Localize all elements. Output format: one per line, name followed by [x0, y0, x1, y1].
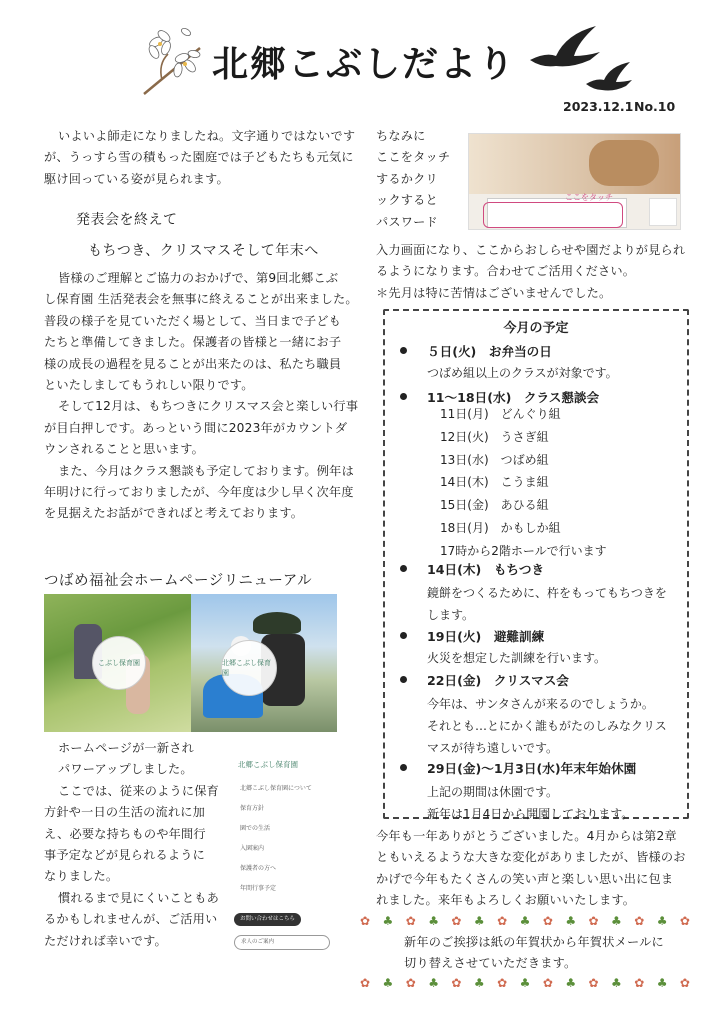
text-line: 入力画面になり、ここからおしらせや園だよりが見られ — [376, 243, 686, 257]
plum-blossom-icon: ✿ — [497, 914, 508, 928]
decorative-border-bottom — [360, 976, 690, 990]
website-title: 北郷こぶし保育園 — [238, 760, 298, 769]
nursery-logo-badge — [92, 636, 146, 690]
recital-paragraph — [44, 268, 364, 525]
pine-icon: ♣ — [428, 976, 439, 990]
schedule-event — [400, 341, 680, 381]
pine-icon: ♣ — [656, 976, 668, 990]
event-desc: それとも…とにかく誰もがたのしみなクリス — [427, 719, 667, 733]
text-line: たちと準備してきました。保護者の皆様と一緒にお子 — [44, 335, 342, 350]
pine-icon: ♣ — [382, 976, 394, 990]
class-item: 18日(月) かもしか組 — [440, 520, 561, 535]
menu-item[interactable]: 園での生活 — [240, 825, 271, 832]
text-line: 慣れるまで見にくいこともあ — [58, 890, 220, 905]
text-line: 新年のご挨拶は紙の年賀状から年賀状メールに — [404, 935, 664, 949]
plum-blossom-icon: ✿ — [497, 976, 508, 990]
pine-icon: ♣ — [565, 914, 577, 928]
pine-icon: ♣ — [611, 914, 622, 928]
text-line: るかもしれませんが、ご活用い — [44, 912, 218, 927]
event-title: 11～18日(水) クラス懇談会 — [427, 390, 600, 405]
menu-item[interactable]: 北郷こぶし保育園について — [240, 785, 312, 792]
bullet-icon — [400, 565, 407, 572]
text-line: を見据えたお話ができればと考えております。 — [44, 506, 304, 521]
schedule-event — [400, 626, 680, 666]
issue-date: 2023.12.1 — [563, 99, 634, 114]
badge-label: こぶし保育園 — [98, 659, 140, 667]
event-desc: つばめ組以上のクラスが対象です。 — [427, 366, 618, 380]
plum-blossom-icon: ✿ — [451, 914, 462, 928]
tap-here-label: ここをタッチ — [565, 193, 613, 202]
class-item: 15日(金) あひる組 — [440, 498, 549, 513]
bullet-icon — [400, 393, 407, 400]
text-line: パスワード — [376, 214, 438, 229]
text-line: ＊先月は特に苦情はございませんでした。 — [376, 285, 612, 300]
pine-icon: ♣ — [382, 914, 394, 928]
plum-blossom-icon: ✿ — [542, 914, 553, 928]
bullet-icon — [400, 347, 407, 354]
decorative-border-top — [360, 914, 690, 928]
text-line: 様の成長の過程を見ることが出来たのは、私たち職員 — [44, 356, 342, 371]
plum-blossom-icon: ✿ — [588, 914, 599, 928]
pine-icon: ♣ — [428, 914, 439, 928]
intro-line: いよいよ師走になりましたね。文字通りではないです — [58, 129, 356, 143]
pine-icon: ♣ — [519, 914, 531, 928]
text-line: るようになります。合わせてご活用ください。 — [376, 264, 636, 279]
text-line: ックすると — [376, 193, 438, 208]
homepage-paragraph — [44, 738, 226, 952]
intro-line: 駆け回っている姿が見られます。 — [44, 171, 229, 186]
text-line: ちなみに — [376, 129, 426, 143]
event-desc: 火災を想定した訓練を行います。 — [427, 651, 607, 665]
text-line: かげで今年もたくさんの笑い声と楽しい思い出に包ま — [376, 871, 674, 886]
event-desc: します。 — [427, 608, 475, 622]
plum-blossom-icon: ✿ — [679, 976, 690, 990]
text-line: し保育園 生活発表会を無事に終えることが出来ました。 — [44, 292, 358, 307]
plum-blossom-icon: ✿ — [360, 976, 371, 990]
section-heading-recital: 発表会を終えて — [76, 212, 178, 228]
text-line: 今年も一年ありがとうございました。4月からは第2章 — [376, 829, 677, 843]
contact-button[interactable]: お問い合わせはこちら — [234, 913, 301, 926]
event-title: ５日(火) お弁当の日 — [427, 344, 552, 359]
plum-blossom-icon: ✿ — [634, 914, 645, 928]
issue-number: No.10 — [634, 99, 676, 114]
recruit-button[interactable]: 求人のご案内 — [234, 935, 330, 950]
newsletter-title: 北郷こぶしだより — [212, 44, 517, 85]
plum-blossom-icon: ✿ — [588, 976, 599, 990]
plum-blossom-icon: ✿ — [542, 976, 553, 990]
event-desc: 上記の期間は休園です。 — [427, 785, 559, 799]
class-item: 14日(木) こうま組 — [440, 475, 549, 490]
event-desc: マスが待ち遠しいです。 — [427, 741, 559, 755]
event-desc: 鏡餅をつくるために、杵をもってもちつきを — [427, 586, 667, 600]
class-note: 17時から2階ホールで行います — [440, 543, 607, 558]
class-list — [440, 403, 607, 563]
section-heading-homepage: つばめ福祉会ホームページリニューアル — [44, 573, 313, 589]
plum-blossom-icon: ✿ — [405, 914, 416, 928]
new-year-notice — [404, 932, 694, 975]
text-line: なりました。 — [44, 869, 119, 884]
text-line: が目白押しです。あっという間に2023年がカウントダ — [44, 420, 348, 435]
text-line: え、必要な持ちものや年間行 — [44, 826, 206, 841]
text-line: するかクリ — [376, 171, 438, 186]
text-line: 普段の様子を見ていただく場として、当日まで子ども — [44, 313, 342, 328]
text-line: パワーアップしました。 — [58, 762, 193, 777]
text-line: また、今月はクラス懇談も予定しております。例年は — [58, 463, 354, 478]
intro-line: が、うっすら雪の積もった園庭では子どもたちも元気に — [44, 150, 354, 165]
menu-item[interactable]: 保護者の方へ — [240, 865, 277, 872]
text-line: ホームページが一新され — [58, 741, 195, 755]
menu-item[interactable]: 保育方針 — [240, 805, 265, 812]
pine-icon: ♣ — [611, 976, 622, 990]
plum-blossom-icon: ✿ — [634, 976, 645, 990]
text-line: 皆様のご理解とご協力のおかげで、第9回北郷こぶ — [58, 271, 339, 285]
event-desc: 新年は1月4日から開園しております。 — [427, 807, 634, 821]
password-note-side — [376, 126, 468, 233]
schedule-event — [400, 559, 686, 626]
website-menu-screenshot — [226, 745, 334, 959]
flower-illustration — [138, 24, 206, 102]
text-line: ただければ幸いです。 — [44, 933, 167, 948]
pine-icon: ♣ — [473, 976, 485, 990]
pine-icon: ♣ — [656, 914, 668, 928]
website-login-screenshot — [468, 133, 681, 230]
section-subheading: もちつき、クリスマスそして年末へ — [88, 243, 319, 259]
menu-item[interactable]: 入園案内 — [240, 845, 265, 852]
closing-paragraph — [376, 826, 696, 912]
bullet-icon — [400, 676, 407, 683]
plum-blossom-icon: ✿ — [679, 914, 690, 928]
class-item: 13日(水) つばめ組 — [440, 452, 549, 467]
event-title: 29日(金)～1月3日(水)年末年始休園 — [427, 761, 637, 776]
schedule-event — [400, 758, 686, 825]
password-link-highlight[interactable] — [483, 202, 623, 228]
pine-icon: ♣ — [473, 914, 485, 928]
children-photo-playground — [191, 594, 337, 732]
pine-icon: ♣ — [565, 976, 577, 990]
bullet-icon — [400, 632, 407, 639]
text-line: 年明けに行っておりましたが、今年度は少し早く次年度 — [44, 485, 354, 500]
event-title: 14日(木) もちつき — [427, 562, 545, 577]
event-title: 22日(金) クリスマス会 — [427, 673, 569, 688]
class-item: 12日(火) うさぎ組 — [440, 429, 549, 444]
text-line: 方針や一日の生活の流れに加 — [44, 805, 206, 820]
event-title: 19日(火) 避難訓練 — [427, 629, 545, 644]
swallow-illustration — [526, 22, 636, 98]
event-desc: 今年は、サンタさんが来るのでしょうか。 — [427, 697, 654, 711]
text-line: 切り替えさせていただきます。 — [404, 956, 577, 971]
text-line: れました。来年もよろしくお願いいたします。 — [376, 893, 636, 908]
password-note-full — [376, 240, 696, 304]
text-line: ウンされることと思います。 — [44, 442, 205, 457]
intro-paragraph — [44, 126, 364, 190]
class-item: 11日(月) どんぐり組 — [440, 407, 561, 421]
bullet-icon — [400, 764, 407, 771]
plum-blossom-icon: ✿ — [451, 976, 462, 990]
text-line: そして12月は、もちつきにクリスマス会と楽しい行事 — [58, 399, 359, 414]
text-line: ここでは、従来のように保育 — [58, 783, 220, 798]
plum-blossom-icon: ✿ — [405, 976, 416, 990]
menu-item[interactable]: 年間行事予定 — [240, 885, 277, 892]
text-line: ともいえるような大きな変化がありましたが、皆様のお — [376, 850, 686, 865]
pine-icon: ♣ — [519, 976, 531, 990]
nursery-logo-badge — [221, 640, 277, 696]
text-line: 事予定などが見られるように — [44, 848, 206, 863]
badge-label: 北郷こぶし保育園 — [222, 659, 271, 677]
schedule-event — [400, 670, 686, 759]
children-photo-field — [44, 594, 191, 732]
schedule-title: 今月の予定 — [503, 321, 569, 336]
text-line: といたしましてもうれしい限りです。 — [44, 378, 254, 393]
plum-blossom-icon: ✿ — [360, 914, 371, 928]
text-line: ここをタッチ — [376, 150, 451, 165]
